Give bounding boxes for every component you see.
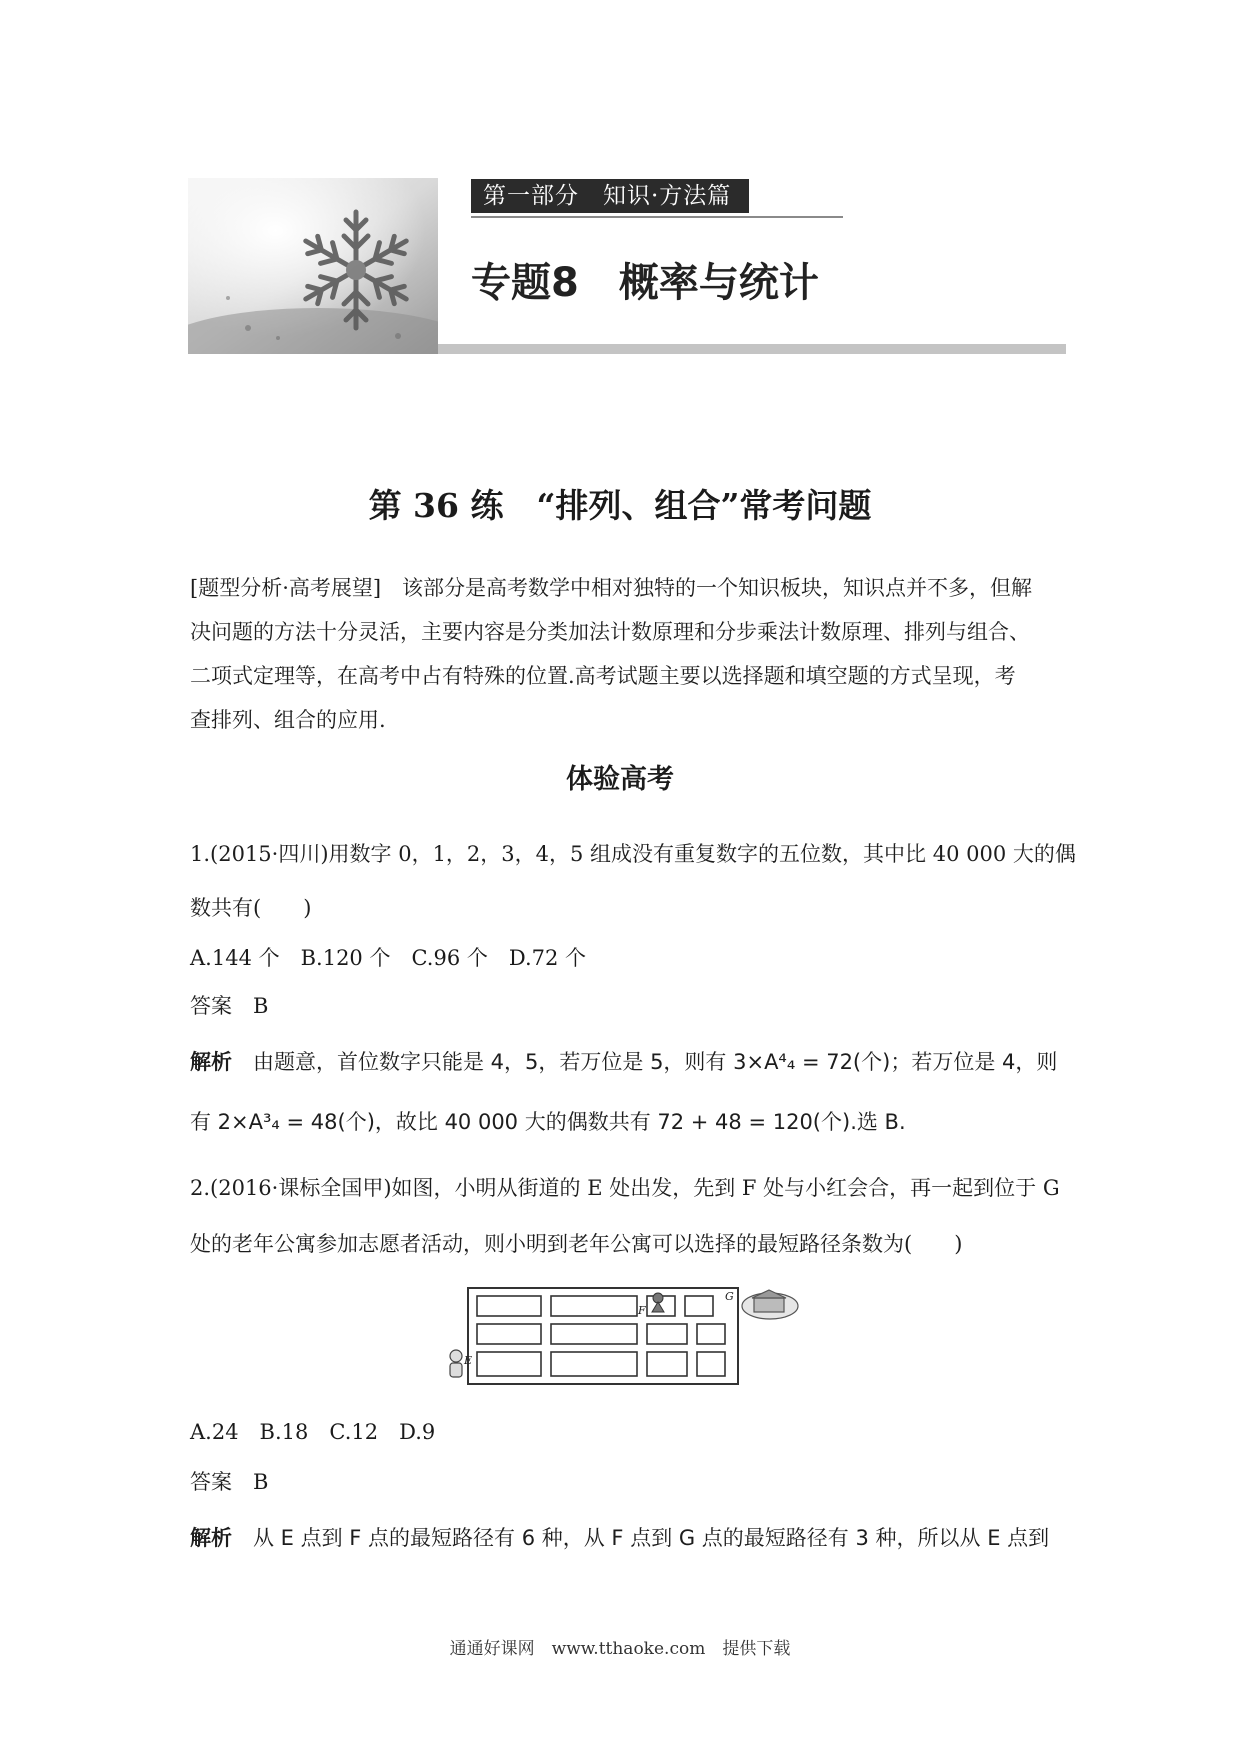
question-2-options: A.24 B.18 C.12 D.9 (190, 1420, 436, 1444)
banner-divider (438, 344, 1066, 354)
intro-paragraph (190, 572, 1058, 752)
question-2-line: 处的老年公寓参加志愿者活动，则小明到老年公寓可以选择的最短路径条数为( ) (190, 1232, 963, 1256)
intro-line: 决问题的方法十分灵活，主要内容是分类加法计数原理和分步乘法计数原理、排列与组合、 (190, 620, 1030, 644)
question-2-stem (190, 1172, 1058, 1262)
answer-label: 答案 (190, 994, 232, 1018)
label-e: E (464, 1354, 473, 1367)
analysis-text: 从 E 点到 F 点的最短路径有 6 种，从 F 点到 G 点的最短路径有 3 种，所以从 E 点到 (253, 1526, 1050, 1550)
analysis-label: 解析 (190, 1050, 232, 1074)
intro-line: [题型分析·高考展望] 该部分是高考数学中相对独特的一个知识板块，知识点并不多，但解 (190, 576, 1033, 600)
banner-snowflake-image (188, 178, 438, 354)
analysis-label: 解析 (190, 1526, 232, 1550)
question-1-analysis (190, 1046, 1058, 1136)
question-1-stem (190, 838, 1076, 928)
analysis-line (190, 1522, 1049, 1552)
topic-title: 专题8 概率与统计 (471, 260, 819, 306)
intro-line: 二项式定理等，在高考中占有特殊的位置.高考试题主要以选择题和填空题的方式呈现，考 (190, 664, 1016, 688)
question-1-line: 数共有( ) (190, 896, 312, 920)
analysis-line (190, 1046, 1057, 1076)
building-icon (742, 1290, 798, 1319)
person-icon (450, 1350, 462, 1377)
intro-line: 查排列、组合的应用. (190, 708, 386, 732)
part-label: 第一部分 知识·方法篇 (471, 179, 749, 213)
answer-label: 答案 (190, 1470, 232, 1494)
label-f: F (638, 1304, 646, 1317)
question-1-line: 1.(2015·四川)用数字 0，1，2，3，4，5 组成没有重复数字的五位数，其中比 40 000 大的偶 (190, 842, 1076, 866)
street-grid-figure (440, 1286, 800, 1390)
answer-value: B (253, 1470, 269, 1494)
part-divider (471, 216, 843, 218)
question-2-answer (190, 1466, 268, 1496)
section-heading: 体验高考 (566, 764, 674, 795)
lesson-title: 第 36 练 “排列、组合”常考问题 (368, 486, 872, 525)
question-1-answer (190, 990, 268, 1020)
question-2-line: 2.(2016·课标全国甲)如图，小明从街道的 E 处出发，先到 F 处与小红会合，再一起到位于 G (190, 1176, 1060, 1200)
label-g: G (725, 1290, 734, 1303)
page-footer: 通通好课网 www.tthaoke.com 提供下载 (449, 1639, 791, 1659)
question-1-options: A.144 个 B.120 个 C.96 个 D.72 个 (190, 946, 587, 970)
analysis-line: 有 2×A³₄ = 48(个)，故比 40 000 大的偶数共有 72 + 48 = 120(个).选 B. (190, 1110, 906, 1134)
answer-value: B (253, 994, 269, 1018)
analysis-text: 由题意，首位数字只能是 4，5，若万位是 5，则有 3×A⁴₄ = 72(个)；若万位是 4，则 (253, 1050, 1058, 1074)
question-2-analysis (190, 1522, 1058, 1556)
